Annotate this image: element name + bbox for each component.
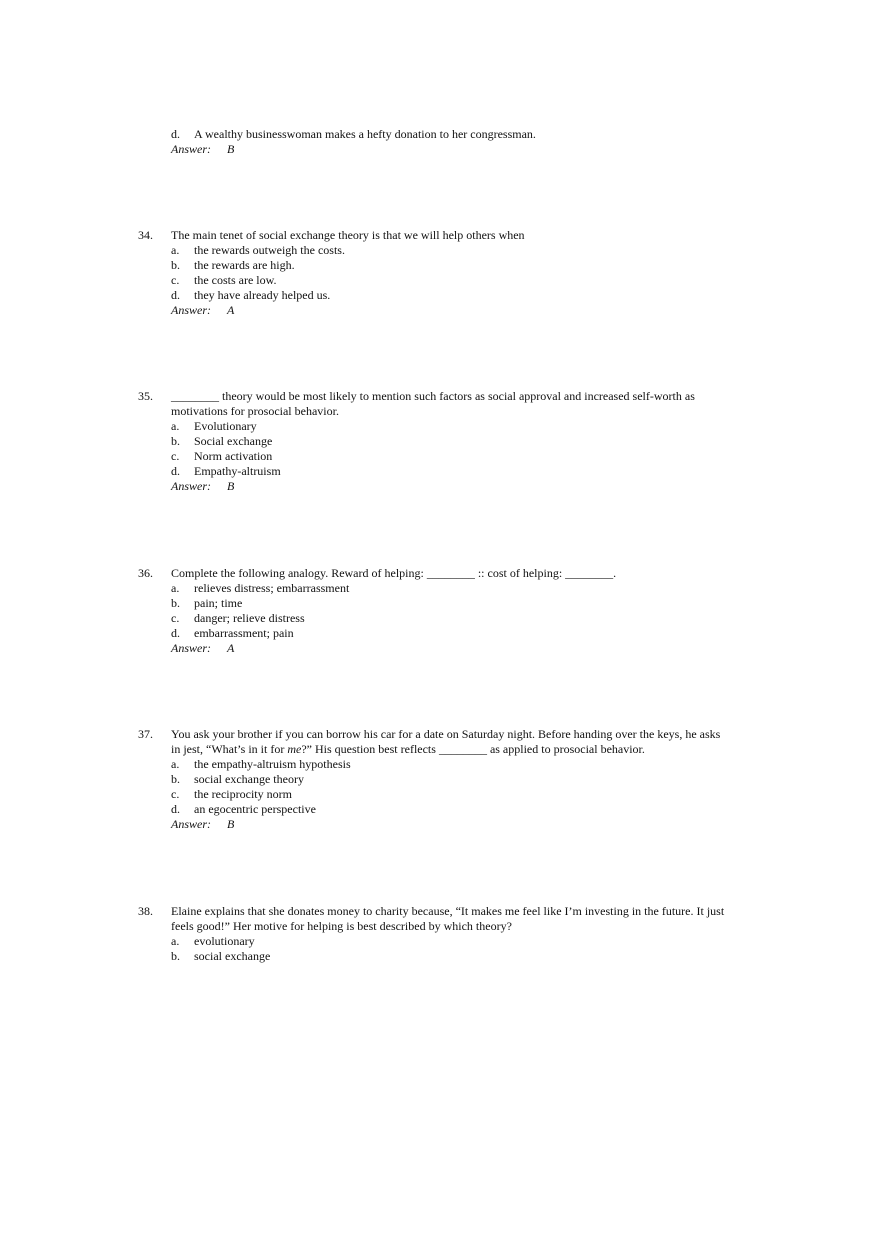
option-a (138, 243, 738, 258)
option-d (138, 802, 738, 817)
option-letter: a. (171, 581, 180, 595)
question-number: 36. (138, 566, 153, 580)
question-36 (138, 566, 738, 656)
option-text: they have already helped us. (194, 288, 331, 302)
option-text: the rewards are high. (194, 258, 295, 272)
question-stem (138, 904, 738, 934)
question-number: 38. (138, 904, 153, 918)
answer-label: Answer: (171, 479, 211, 493)
option-text: Evolutionary (194, 419, 257, 433)
answer-line (138, 142, 738, 157)
option-text: social exchange (194, 949, 271, 963)
question-34 (138, 228, 738, 318)
answer-label: Answer: (171, 641, 211, 655)
option-b (138, 434, 738, 449)
option-text: danger; relieve distress (194, 611, 305, 625)
option-text: Empathy-altruism (194, 464, 281, 478)
option-b (138, 949, 738, 964)
answer-label: Answer: (171, 303, 211, 317)
answer-line (138, 641, 738, 656)
option-text: evolutionary (194, 934, 255, 948)
option-text: the rewards outweigh the costs. (194, 243, 345, 257)
option-c (138, 787, 738, 802)
option-a (138, 757, 738, 772)
option-b (138, 596, 738, 611)
question-text: Elaine explains that she donates money to charity because, “It makes me feel like I’m investing in the future. It just feels good!” Her motive for helping is best described by which theory? (171, 904, 725, 933)
question-stem (138, 566, 738, 581)
answer-label: Answer: (171, 142, 211, 156)
question-35 (138, 389, 738, 494)
option-letter: a. (171, 243, 180, 257)
answer-value: B (227, 479, 235, 493)
question-number: 37. (138, 727, 153, 741)
option-text: Norm activation (194, 449, 273, 463)
question-text: ________ theory would be most likely to mention such factors as social approval and increased self-worth as motivations for prosocial behavior. (171, 389, 695, 418)
option-text: A wealthy businesswoman makes a hefty donation to her congressman. (194, 127, 536, 141)
answer-value: B (227, 817, 235, 831)
option-letter: c. (171, 449, 180, 463)
option-letter: c. (171, 787, 180, 801)
option-text: Social exchange (194, 434, 273, 448)
option-letter: d. (171, 127, 180, 141)
option-d (138, 464, 738, 479)
option-text: the empathy-altruism hypothesis (194, 757, 351, 771)
option-letter: d. (171, 288, 180, 302)
answer-value: A (227, 303, 235, 317)
option-letter: d. (171, 626, 180, 640)
question-37 (138, 727, 738, 832)
option-text: an egocentric perspective (194, 802, 316, 816)
option-a (138, 934, 738, 949)
option-letter: c. (171, 611, 180, 625)
option-c (138, 449, 738, 464)
question-text-emphasis: me (287, 742, 302, 756)
question-text: Complete the following analogy. Reward of helping: ________ :: cost of helping: ________. (171, 566, 617, 580)
option-letter: a. (171, 934, 180, 948)
question-stem (138, 727, 738, 757)
question-text: The main tenet of social exchange theory is that we will help others when (171, 228, 525, 242)
option-letter: c. (171, 273, 180, 287)
question-text-before: You ask your brother if you can borrow his car for a date on Saturday night. Before handing over the keys, he asks in jest, “What’s in it for (171, 727, 721, 756)
answer-line (138, 303, 738, 318)
option-text: social exchange theory (194, 772, 304, 786)
question-number: 34. (138, 228, 153, 242)
option-d (138, 127, 738, 142)
option-d (138, 288, 738, 303)
option-letter: b. (171, 258, 180, 272)
option-d (138, 626, 738, 641)
option-c (138, 273, 738, 288)
question-stem (138, 389, 738, 419)
option-letter: b. (171, 949, 180, 963)
option-a (138, 581, 738, 596)
option-c (138, 611, 738, 626)
answer-value: B (227, 142, 235, 156)
option-text: relieves distress; embarrassment (194, 581, 350, 595)
prev-question-tail (138, 127, 738, 157)
option-letter: a. (171, 757, 180, 771)
question-number: 35. (138, 389, 153, 403)
option-letter: d. (171, 802, 180, 816)
option-text: pain; time (194, 596, 243, 610)
option-b (138, 772, 738, 787)
option-a (138, 419, 738, 434)
option-text: the costs are low. (194, 273, 277, 287)
option-letter: b. (171, 596, 180, 610)
option-text: embarrassment; pain (194, 626, 294, 640)
option-b (138, 258, 738, 273)
answer-line (138, 479, 738, 494)
answer-value: A (227, 641, 235, 655)
answer-label: Answer: (171, 817, 211, 831)
option-letter: d. (171, 464, 180, 478)
option-letter: b. (171, 772, 180, 786)
option-letter: b. (171, 434, 180, 448)
question-text (171, 727, 731, 757)
question-text-after: ?” His question best reflects ________ as applied to prosocial behavior. (301, 742, 645, 756)
option-text: the reciprocity norm (194, 787, 292, 801)
question-38 (138, 904, 738, 964)
option-letter: a. (171, 419, 180, 433)
answer-line (138, 817, 738, 832)
question-stem (138, 228, 738, 243)
